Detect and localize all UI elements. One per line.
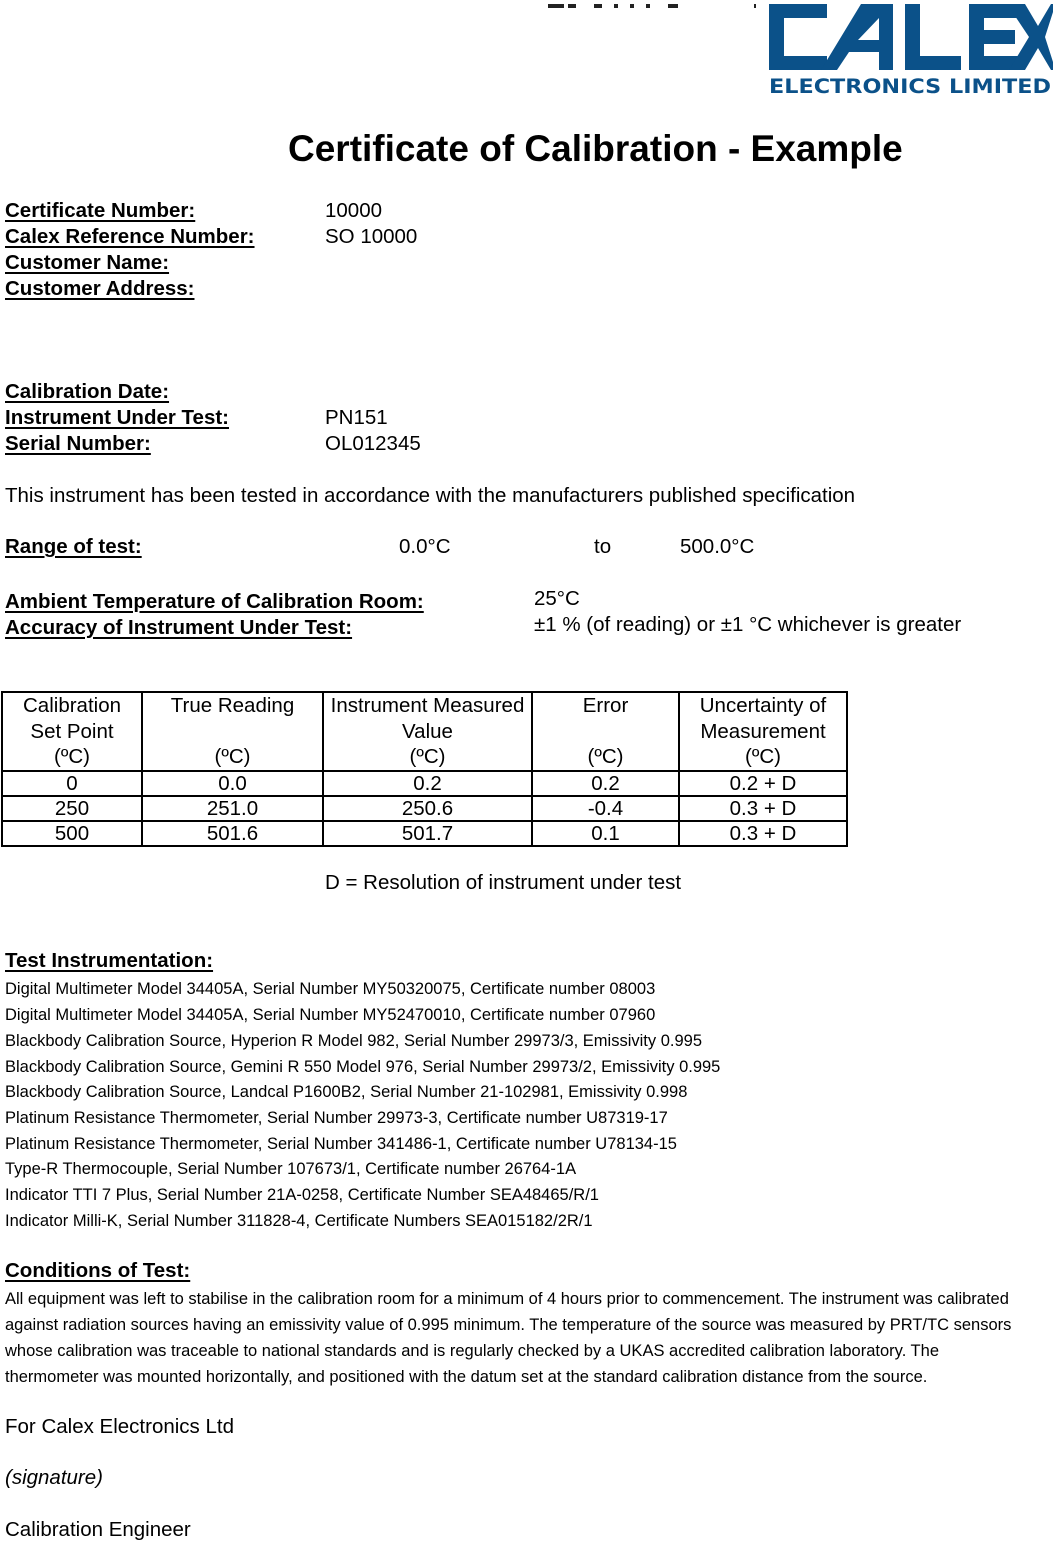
- instrument-list-item: Blackbody Calibration Source, Landcal P1600B2, Serial Number 21-102981, Emissivity 0.998: [5, 1083, 688, 1101]
- cell-true-reading: 251.0: [142, 796, 323, 821]
- cell-uncertainty: 0.3 + D: [679, 796, 847, 821]
- range-to: 500.0°C: [680, 535, 755, 558]
- instrument-list-item: Platinum Resistance Thermometer, Serial Number 341486-1, Certificate number U78134-15: [5, 1135, 677, 1153]
- header-unit: (ºC): [54, 745, 90, 768]
- signoff-role: Calibration Engineer: [5, 1518, 191, 1541]
- page-title: Certificate of Calibration - Example: [288, 128, 903, 169]
- cell-measured-value: 501.7: [323, 821, 532, 846]
- table-row: [2, 796, 847, 821]
- reference-number-value: SO 10000: [325, 225, 418, 248]
- ambient-label: Ambient Temperature of Calibration Room:: [5, 590, 424, 613]
- header-line: [145, 719, 320, 745]
- instrument-under-test-value: PN151: [325, 406, 388, 429]
- accuracy-value: ±1 % (of reading) or ±1 °C whichever is greater: [534, 613, 962, 636]
- header-unit: (ºC): [745, 745, 781, 768]
- conditions-line: against radiation sources having an emissivity value of 0.995 minimum. The temperature of the source was measured by PRT/TC sensors: [5, 1316, 1012, 1334]
- header-line: Calibration: [23, 694, 121, 717]
- header-line: True Reading: [170, 694, 295, 717]
- accuracy-label: Accuracy of Instrument Under Test:: [5, 616, 353, 639]
- instrument-under-test-label: Instrument Under Test:: [5, 406, 229, 429]
- table-header-row: [2, 692, 847, 771]
- cell-true-reading: 0.0: [142, 771, 323, 796]
- cell-uncertainty: 0.3 + D: [679, 821, 847, 846]
- instrument-list-item: Indicator TTI 7 Plus, Serial Number 21A-0258, Certificate Number SEA48465/R/1: [5, 1186, 599, 1204]
- calibration-date-label: Calibration Date:: [5, 380, 170, 403]
- conditions-line: thermometer was mounted horizontally, and positioned with the datum set at the standard calibration distance from the source.: [5, 1368, 928, 1386]
- instrument-list-item: Digital Multimeter Model 34405A, Serial Number MY50320075, Certificate number 08003: [5, 980, 656, 998]
- header-measured-value: [323, 692, 532, 771]
- cell-error: -0.4: [532, 796, 679, 821]
- table-row: [2, 771, 847, 796]
- cell-measured-value: 0.2: [323, 771, 532, 796]
- cell-true-reading: 501.6: [142, 821, 323, 846]
- instrument-list-item: Blackbody Calibration Source, Hyperion R Model 982, Serial Number 29973/3, Emissivity 0.995: [5, 1032, 703, 1050]
- cell-error: 0.2: [532, 771, 679, 796]
- header-line: Measurement: [700, 719, 826, 743]
- conditions-heading: Conditions of Test:: [5, 1259, 191, 1282]
- instrument-list-item: Indicator Milli-K, Serial Number 311828-4, Certificate Numbers SEA015182/2R/1: [5, 1212, 593, 1230]
- resolution-footnote: D = Resolution of instrument under test: [325, 871, 682, 894]
- header-true-reading: [142, 692, 323, 771]
- header-line: Error: [582, 694, 629, 717]
- range-label: Range of test:: [5, 535, 142, 558]
- certificate-number-value: 10000: [325, 199, 383, 222]
- instrument-list-item: Type-R Thermocouple, Serial Number 107673/1, Certificate number 26764-1A: [5, 1160, 577, 1178]
- range-from: 0.0°C: [399, 535, 451, 558]
- logo-mark: [769, 4, 1053, 70]
- cell-uncertainty: 0.2 + D: [679, 771, 847, 796]
- instrument-list-item: Digital Multimeter Model 34405A, Serial Number MY52470010, Certificate number 07960: [5, 1006, 656, 1024]
- serial-number-value: OL012345: [325, 432, 421, 455]
- header-uncertainty: [679, 692, 847, 771]
- cell-set-point: 500: [2, 821, 142, 846]
- range-to-word: to: [594, 535, 612, 558]
- reference-number-label: Calex Reference Number:: [5, 225, 255, 248]
- cell-measured-value: 250.6: [323, 796, 532, 821]
- test-instrumentation-heading: Test Instrumentation:: [5, 949, 214, 972]
- header-unit: (ºC): [409, 745, 446, 768]
- header-line: Instrument Measured: [330, 694, 525, 717]
- header-line: [535, 719, 676, 745]
- logo-subtitle: ELECTRONICS LIMITED: [769, 75, 1051, 96]
- table-row: [2, 821, 847, 846]
- header-line: Uncertainty of: [699, 694, 827, 717]
- certificate-number-label: Certificate Number:: [5, 199, 196, 222]
- cell-set-point: 250: [2, 796, 142, 821]
- header-line: Set Point: [30, 719, 114, 743]
- calibration-results-table: [1, 691, 848, 847]
- instrument-list-item: Blackbody Calibration Source, Gemini R 550 Model 976, Serial Number 29973/2, Emissivity 0.995: [5, 1058, 721, 1076]
- header-set-point: [2, 692, 142, 771]
- ambient-value: 25°C: [534, 587, 580, 610]
- signoff-company: For Calex Electronics Ltd: [5, 1415, 235, 1438]
- signature-placeholder: (signature): [5, 1466, 103, 1489]
- header-error: [532, 692, 679, 771]
- specification-statement: This instrument has been tested in accordance with the manufacturers published specification: [5, 484, 856, 507]
- conditions-line: whose calibration was traceable to national standards and is regularly checked by a UKAS accredited calibration laboratory. The: [5, 1342, 939, 1360]
- calex-logo: [769, 4, 1053, 96]
- cell-set-point: 0: [2, 771, 142, 796]
- conditions-line: All equipment was left to stabilise in the calibration room for a minimum of 4 hours prior to commencement. The instrument was calibrated: [5, 1290, 1009, 1308]
- cell-error: 0.1: [532, 821, 679, 846]
- customer-address-label: Customer Address:: [5, 277, 195, 300]
- header-unit: (ºC): [214, 745, 251, 768]
- header-unit: (ºC): [587, 745, 624, 768]
- customer-name-label: Customer Name:: [5, 251, 170, 274]
- instrument-list-item: Platinum Resistance Thermometer, Serial Number 29973-3, Certificate number U87319-17: [5, 1109, 668, 1127]
- header-line: Value: [402, 719, 453, 743]
- serial-number-label: Serial Number:: [5, 432, 151, 455]
